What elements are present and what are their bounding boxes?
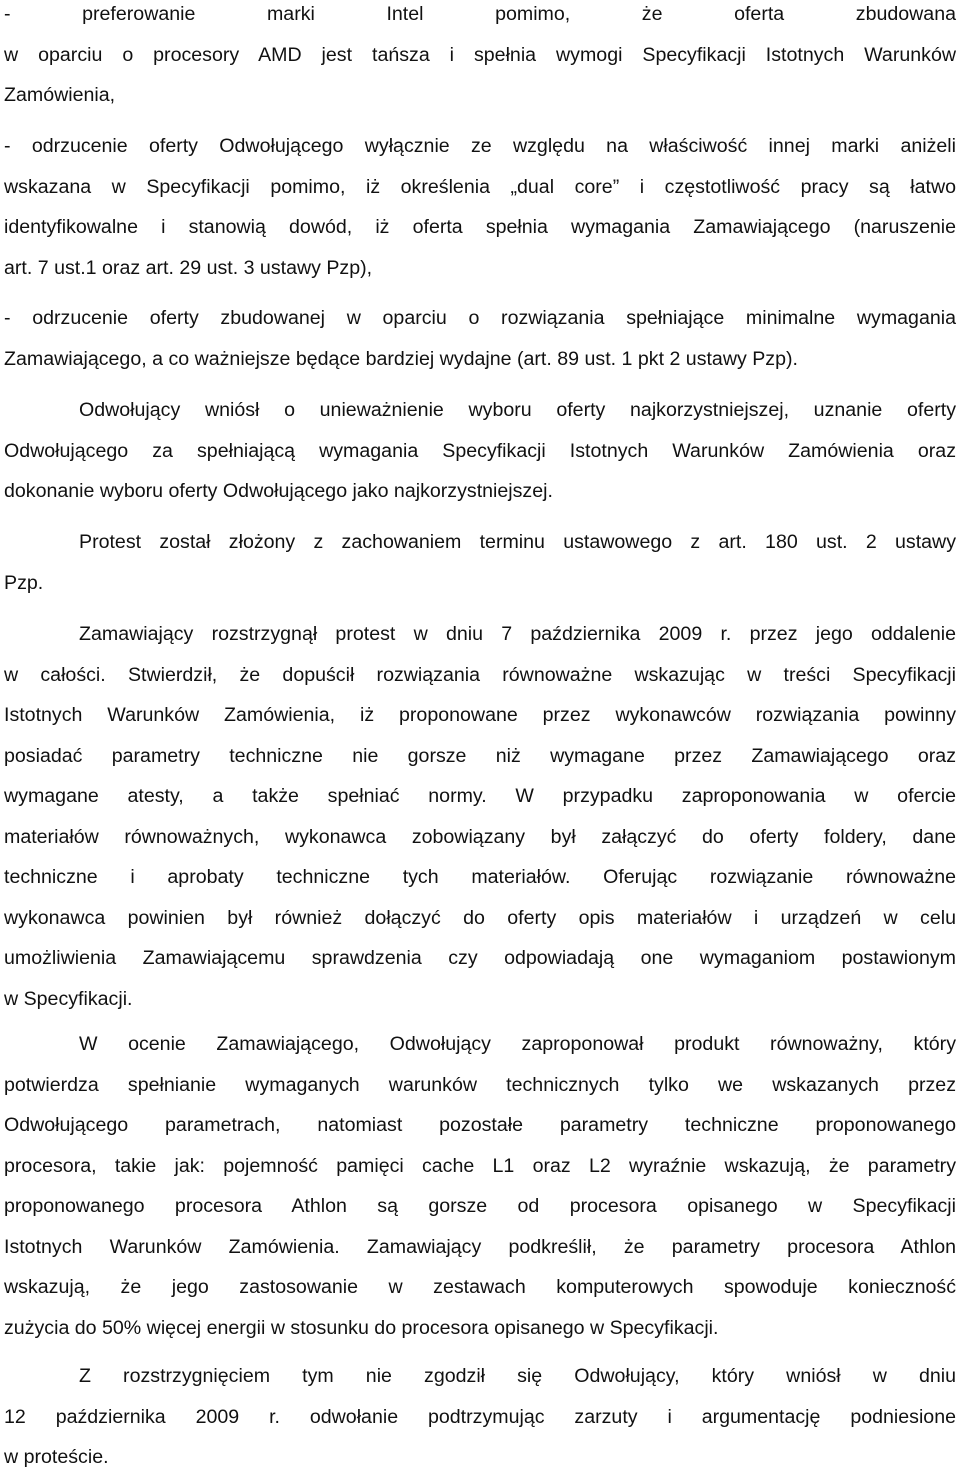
text-line: w oparciu o procesory AMD jest tańsza i spełnia wymogi Specyfikacji Istotnych Warunków xyxy=(4,43,956,66)
text-line: zużycia do 50% więcej energii w stosunku do procesora opisanego w Specyfikacji. xyxy=(4,1316,719,1339)
text-line: 12 października 2009 r. odwołanie podtrzymując zarzuty i argumentację podniesione xyxy=(4,1405,956,1428)
paragraph-3 xyxy=(4,298,956,379)
text-line: w Specyfikacji. xyxy=(4,987,133,1010)
text-line: w proteście. xyxy=(4,1446,109,1468)
text-line: posiadać parametry techniczne nie gorsze niż wymagane przez Zamawiającego oraz xyxy=(4,744,956,767)
text-line: identyfikowalne i stanowią dowód, iż oferta spełnia wymagania Zamawiającego (naruszenie xyxy=(4,216,956,238)
paragraph-6 xyxy=(4,614,956,1019)
text-line: wymagane atesty, a także spełniać normy. W przypadku zaproponowania w ofercie xyxy=(4,785,956,807)
text-line: - odrzucenie oferty Odwołującego wyłącznie ze względu na właściwość innej marki aniżeli xyxy=(4,135,956,157)
text-line: wskazują, że jego zastosowanie w zestawach komputerowych spowoduje konieczność xyxy=(4,1276,956,1298)
text-line: Z rozstrzygnięciem tym nie zgodził się Odwołujący, który wniósł w dniu xyxy=(79,1365,956,1387)
text-line: Istotnych Warunków Zamówienia, iż proponowane przez wykonawców rozwiązania powinny xyxy=(4,704,956,726)
text-line: Odwołujący wniósł o unieważnienie wyboru oferty najkorzystniejszej, uznanie oferty xyxy=(79,399,956,421)
text-line: materiałów równoważnych, wykonawca zobowiązany był załączyć do oferty foldery, dane xyxy=(4,825,956,848)
paragraph-7 xyxy=(4,1024,956,1348)
text-line: Zamawiający rozstrzygnął protest w dniu 7 października 2009 r. przez jego oddalenie xyxy=(79,623,956,645)
text-line: potwierdza spełnianie wymaganych warunków technicznych tylko we wskazanych przez xyxy=(4,1073,956,1096)
text-line: - odrzucenie oferty zbudowanej w oparciu o rozwiązania spełniające minimalne wymagania xyxy=(4,307,956,329)
paragraph-2 xyxy=(4,126,956,288)
text-line: Odwołującego za spełniającą wymagania Specyfikacji Istotnych Warunków Zamówienia oraz xyxy=(4,439,956,462)
text-line: w całości. Stwierdził, że dopuścił rozwiązania równoważne wskazując w treści Specyfikacji xyxy=(4,663,956,686)
text-line: techniczne i aprobaty techniczne tych materiałów. Oferując rozwiązanie równoważne xyxy=(4,866,956,888)
paragraph-5 xyxy=(4,522,956,603)
paragraph-1 xyxy=(4,0,956,116)
text-line: W ocenie Zamawiającego, Odwołujący zaproponował produkt równoważny, który xyxy=(79,1033,956,1055)
text-line: Zamówienia, xyxy=(4,84,116,106)
text-line: dokonanie wyboru oferty Odwołującego jako najkorzystniejszej. xyxy=(4,480,553,502)
text-line: Pzp. xyxy=(4,571,44,594)
text-line: Protest został złożony z zachowaniem terminu ustawowego z art. 180 ust. 2 ustawy xyxy=(79,531,956,553)
paragraph-4 xyxy=(4,390,956,512)
text-line: Zamawiającego, a co ważniejsze będące bardziej wydajne (art. 89 ust. 1 pkt 2 ustawy Pzp). xyxy=(4,347,798,370)
text-line: wykonawca powinien był również dołączyć do oferty opis materiałów i urządzeń w celu xyxy=(4,906,956,929)
text-line: art. 7 ust.1 oraz art. 29 ust. 3 ustawy Pzp), xyxy=(4,256,373,279)
text-line: procesora, takie jak: pojemność pamięci cache L1 oraz L2 wyraźnie wskazują, że parametry xyxy=(4,1154,956,1177)
text-line: - preferowanie marki Intel pomimo, że oferta zbudowana xyxy=(4,3,956,25)
text-line: Istotnych Warunków Zamówienia. Zamawiający podkreślił, że parametry procesora Athlon xyxy=(4,1235,956,1258)
text-line: proponowanego procesora Athlon są gorsze od procesora opisanego w Specyfikacji xyxy=(4,1195,956,1217)
paragraph-8 xyxy=(4,1356,956,1478)
text-line: wskazana w Specyfikacji pomimo, iż określenia „dual core” i częstotliwość pracy są łatwo xyxy=(4,175,956,198)
text-line: umożliwienia Zamawiającemu sprawdzenia czy odpowiadają one wymaganiom postawionym xyxy=(4,947,956,969)
text-line: Odwołującego parametrach, natomiast pozostałe parametry techniczne proponowanego xyxy=(4,1114,956,1136)
